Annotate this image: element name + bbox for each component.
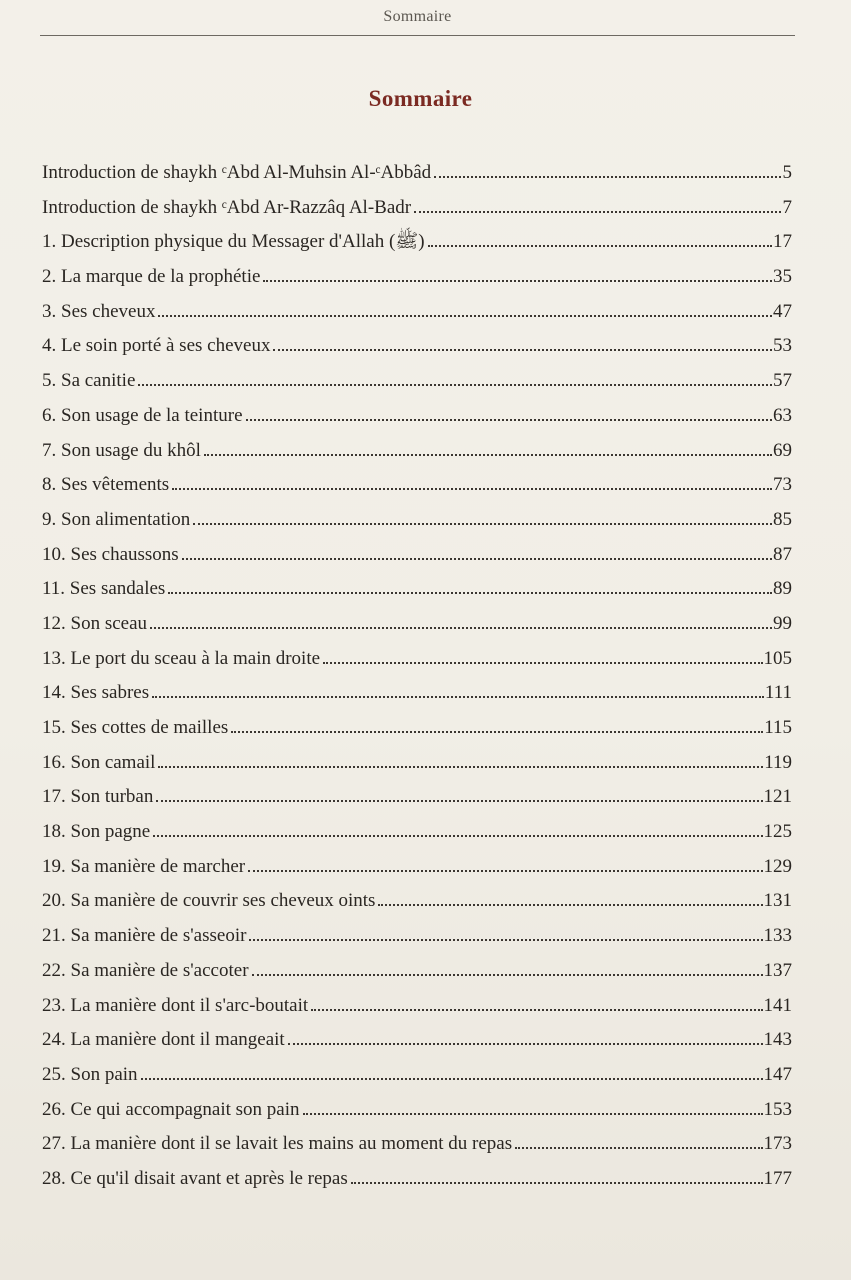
page-title: Sommaire xyxy=(368,86,473,111)
toc-page-number: 105 xyxy=(763,647,792,669)
toc-page-number: 73 xyxy=(773,474,792,496)
dot-leader xyxy=(141,1077,763,1080)
toc-entry-title: 22. Sa manière de s'accoter xyxy=(42,959,249,981)
dot-leader xyxy=(428,244,772,247)
toc-entry xyxy=(42,1058,792,1093)
toc-entry xyxy=(42,572,792,607)
toc-entry xyxy=(42,884,792,919)
toc-entry-title: 27. La manière dont il se lavait les mains au moment du repas xyxy=(42,1133,513,1155)
header-rule xyxy=(40,35,795,36)
toc-entry xyxy=(42,1023,792,1058)
dot-leader xyxy=(153,834,762,837)
toc-entry xyxy=(42,260,792,295)
dot-leader xyxy=(515,1146,762,1149)
toc-entry-title: 4. Le soin porté à ses cheveux xyxy=(42,335,271,357)
toc-entry-title: 13. Le port du sceau à la main droite xyxy=(42,647,321,669)
toc-page-number: 133 xyxy=(763,925,792,947)
toc-entry xyxy=(42,503,792,538)
toc-entry xyxy=(42,295,792,330)
toc-page-number: 57 xyxy=(773,370,792,392)
dot-leader xyxy=(231,730,763,733)
toc-entry-title: 17. Son turban xyxy=(42,786,154,808)
toc-entry xyxy=(42,676,792,711)
dot-leader xyxy=(193,522,772,525)
toc-entry-title: 10. Ses chaussons xyxy=(42,543,179,565)
dot-leader xyxy=(150,626,772,629)
dot-leader xyxy=(378,903,762,906)
dot-leader xyxy=(288,1042,763,1045)
toc-page-number: 143 xyxy=(763,1029,792,1051)
dot-leader xyxy=(263,279,772,282)
toc-entry xyxy=(42,815,792,850)
dot-leader xyxy=(248,869,762,872)
toc-page-number: 141 xyxy=(763,994,792,1016)
dot-leader xyxy=(351,1181,763,1184)
toc-entry xyxy=(42,225,792,260)
toc-entry-title: 1. Description physique du Messager d'Allah (ﷺ) xyxy=(42,231,425,253)
dot-leader xyxy=(158,314,772,317)
toc-page-number: 111 xyxy=(764,682,792,704)
toc-entry xyxy=(42,711,792,746)
toc-page-number: 115 xyxy=(764,717,792,738)
toc-page-number: 131 xyxy=(763,890,792,912)
dot-leader xyxy=(273,348,772,351)
toc-entry-title: 12. Son sceau xyxy=(42,612,148,634)
toc-entry xyxy=(42,850,792,885)
toc-entry-title: 24. La manière dont il mangeait xyxy=(42,1029,285,1051)
toc-page-number: 99 xyxy=(773,612,792,634)
dot-leader xyxy=(303,1112,763,1115)
toc-page-number: 69 xyxy=(773,439,792,461)
toc-entry-title: 7. Son usage du khôl xyxy=(42,439,201,461)
toc-page-number: 85 xyxy=(773,508,792,530)
toc-page-number: 7 xyxy=(782,196,792,218)
toc-page-number: 177 xyxy=(763,1167,792,1189)
toc-entry xyxy=(42,156,792,191)
dot-leader xyxy=(158,765,763,768)
toc-page-number: 119 xyxy=(764,751,792,773)
toc-entry xyxy=(42,954,792,989)
toc-entry-title: Introduction de shaykh ᶜAbd Ar-Razzâq Al-Badr xyxy=(42,196,412,218)
toc-page-number: 121 xyxy=(763,786,792,808)
toc-entry-title: 19. Sa manière de marcher xyxy=(42,855,246,877)
toc-entry-title: 26. Ce qui accompagnait son pain xyxy=(42,1098,300,1120)
toc-entry xyxy=(42,746,792,781)
dot-leader xyxy=(172,487,772,490)
toc-entry xyxy=(42,1127,792,1162)
toc-page-number: 35 xyxy=(773,266,792,288)
dot-leader xyxy=(323,661,762,664)
table-of-contents xyxy=(42,156,792,1197)
toc-entry xyxy=(42,329,792,364)
toc-page-number: 63 xyxy=(773,404,792,426)
dot-leader xyxy=(204,453,772,456)
toc-page-number: 53 xyxy=(773,335,792,357)
toc-entry-title: 16. Son camail xyxy=(42,751,156,773)
toc-entry-title: 28. Ce qu'il disait avant et après le repas xyxy=(42,1167,348,1189)
dot-leader xyxy=(182,557,772,560)
dot-leader xyxy=(252,973,763,976)
toc-entry xyxy=(42,538,792,573)
dot-leader xyxy=(414,210,781,213)
toc-entry-title: 18. Son pagne xyxy=(42,821,151,843)
toc-entry-title: 23. La manière dont il s'arc-boutait xyxy=(42,994,309,1016)
toc-entry-title: 21. Sa manière de s'asseoir xyxy=(42,925,247,947)
toc-entry-title: 9. Son alimentation xyxy=(42,508,191,530)
toc-entry-title: 2. La marque de la prophétie xyxy=(42,266,261,288)
toc-page-number: 89 xyxy=(773,578,792,600)
toc-page-number: 47 xyxy=(773,300,792,322)
dot-leader xyxy=(311,1008,762,1011)
toc-page-number: 137 xyxy=(763,959,792,981)
toc-entry xyxy=(42,399,792,434)
toc-entry-title: 20. Sa manière de couvrir ses cheveux oints xyxy=(42,890,376,912)
toc-page-number: 125 xyxy=(763,821,792,843)
dot-leader xyxy=(138,383,772,386)
dot-leader xyxy=(168,591,772,594)
dot-leader xyxy=(246,418,772,421)
toc-entry-title: Introduction de shaykh ᶜAbd Al-Muhsin Al-ᶜAbbâd xyxy=(42,162,432,183)
toc-entry-title: 3. Ses cheveux xyxy=(42,300,156,322)
toc-page-number: 153 xyxy=(763,1098,792,1120)
toc-entry-title: 14. Ses sabres xyxy=(42,682,150,704)
toc-page-number: 5 xyxy=(782,162,792,183)
toc-entry-title: 5. Sa canitie xyxy=(42,370,136,392)
dot-leader xyxy=(152,695,764,698)
toc-entry xyxy=(42,607,792,642)
toc-entry xyxy=(42,1162,792,1197)
toc-entry xyxy=(42,642,792,677)
toc-page-number: 173 xyxy=(763,1133,792,1155)
toc-entry-title: 8. Ses vêtements xyxy=(42,474,170,496)
toc-entry xyxy=(42,434,792,469)
toc-page-number: 147 xyxy=(763,1063,792,1085)
dot-leader xyxy=(156,799,762,802)
toc-page-number: 87 xyxy=(773,543,792,565)
toc-page-number: 129 xyxy=(763,855,792,877)
toc-entry-title: 6. Son usage de la teinture xyxy=(42,404,243,426)
toc-entry-title: 15. Ses cottes de mailles xyxy=(42,717,229,738)
toc-entry xyxy=(42,468,792,503)
toc-entry xyxy=(42,919,792,954)
toc-page-number: 17 xyxy=(773,231,792,253)
toc-entry-title: 11. Ses sandales xyxy=(42,578,166,600)
toc-entry xyxy=(42,364,792,399)
toc-entry xyxy=(42,1093,792,1128)
dot-leader xyxy=(249,938,762,941)
dot-leader xyxy=(434,175,781,178)
toc-entry-title: 25. Son pain xyxy=(42,1063,138,1085)
toc-entry xyxy=(42,191,792,226)
toc-entry xyxy=(42,780,792,815)
toc-entry xyxy=(42,989,792,1024)
running-header: Sommaire xyxy=(383,8,452,25)
